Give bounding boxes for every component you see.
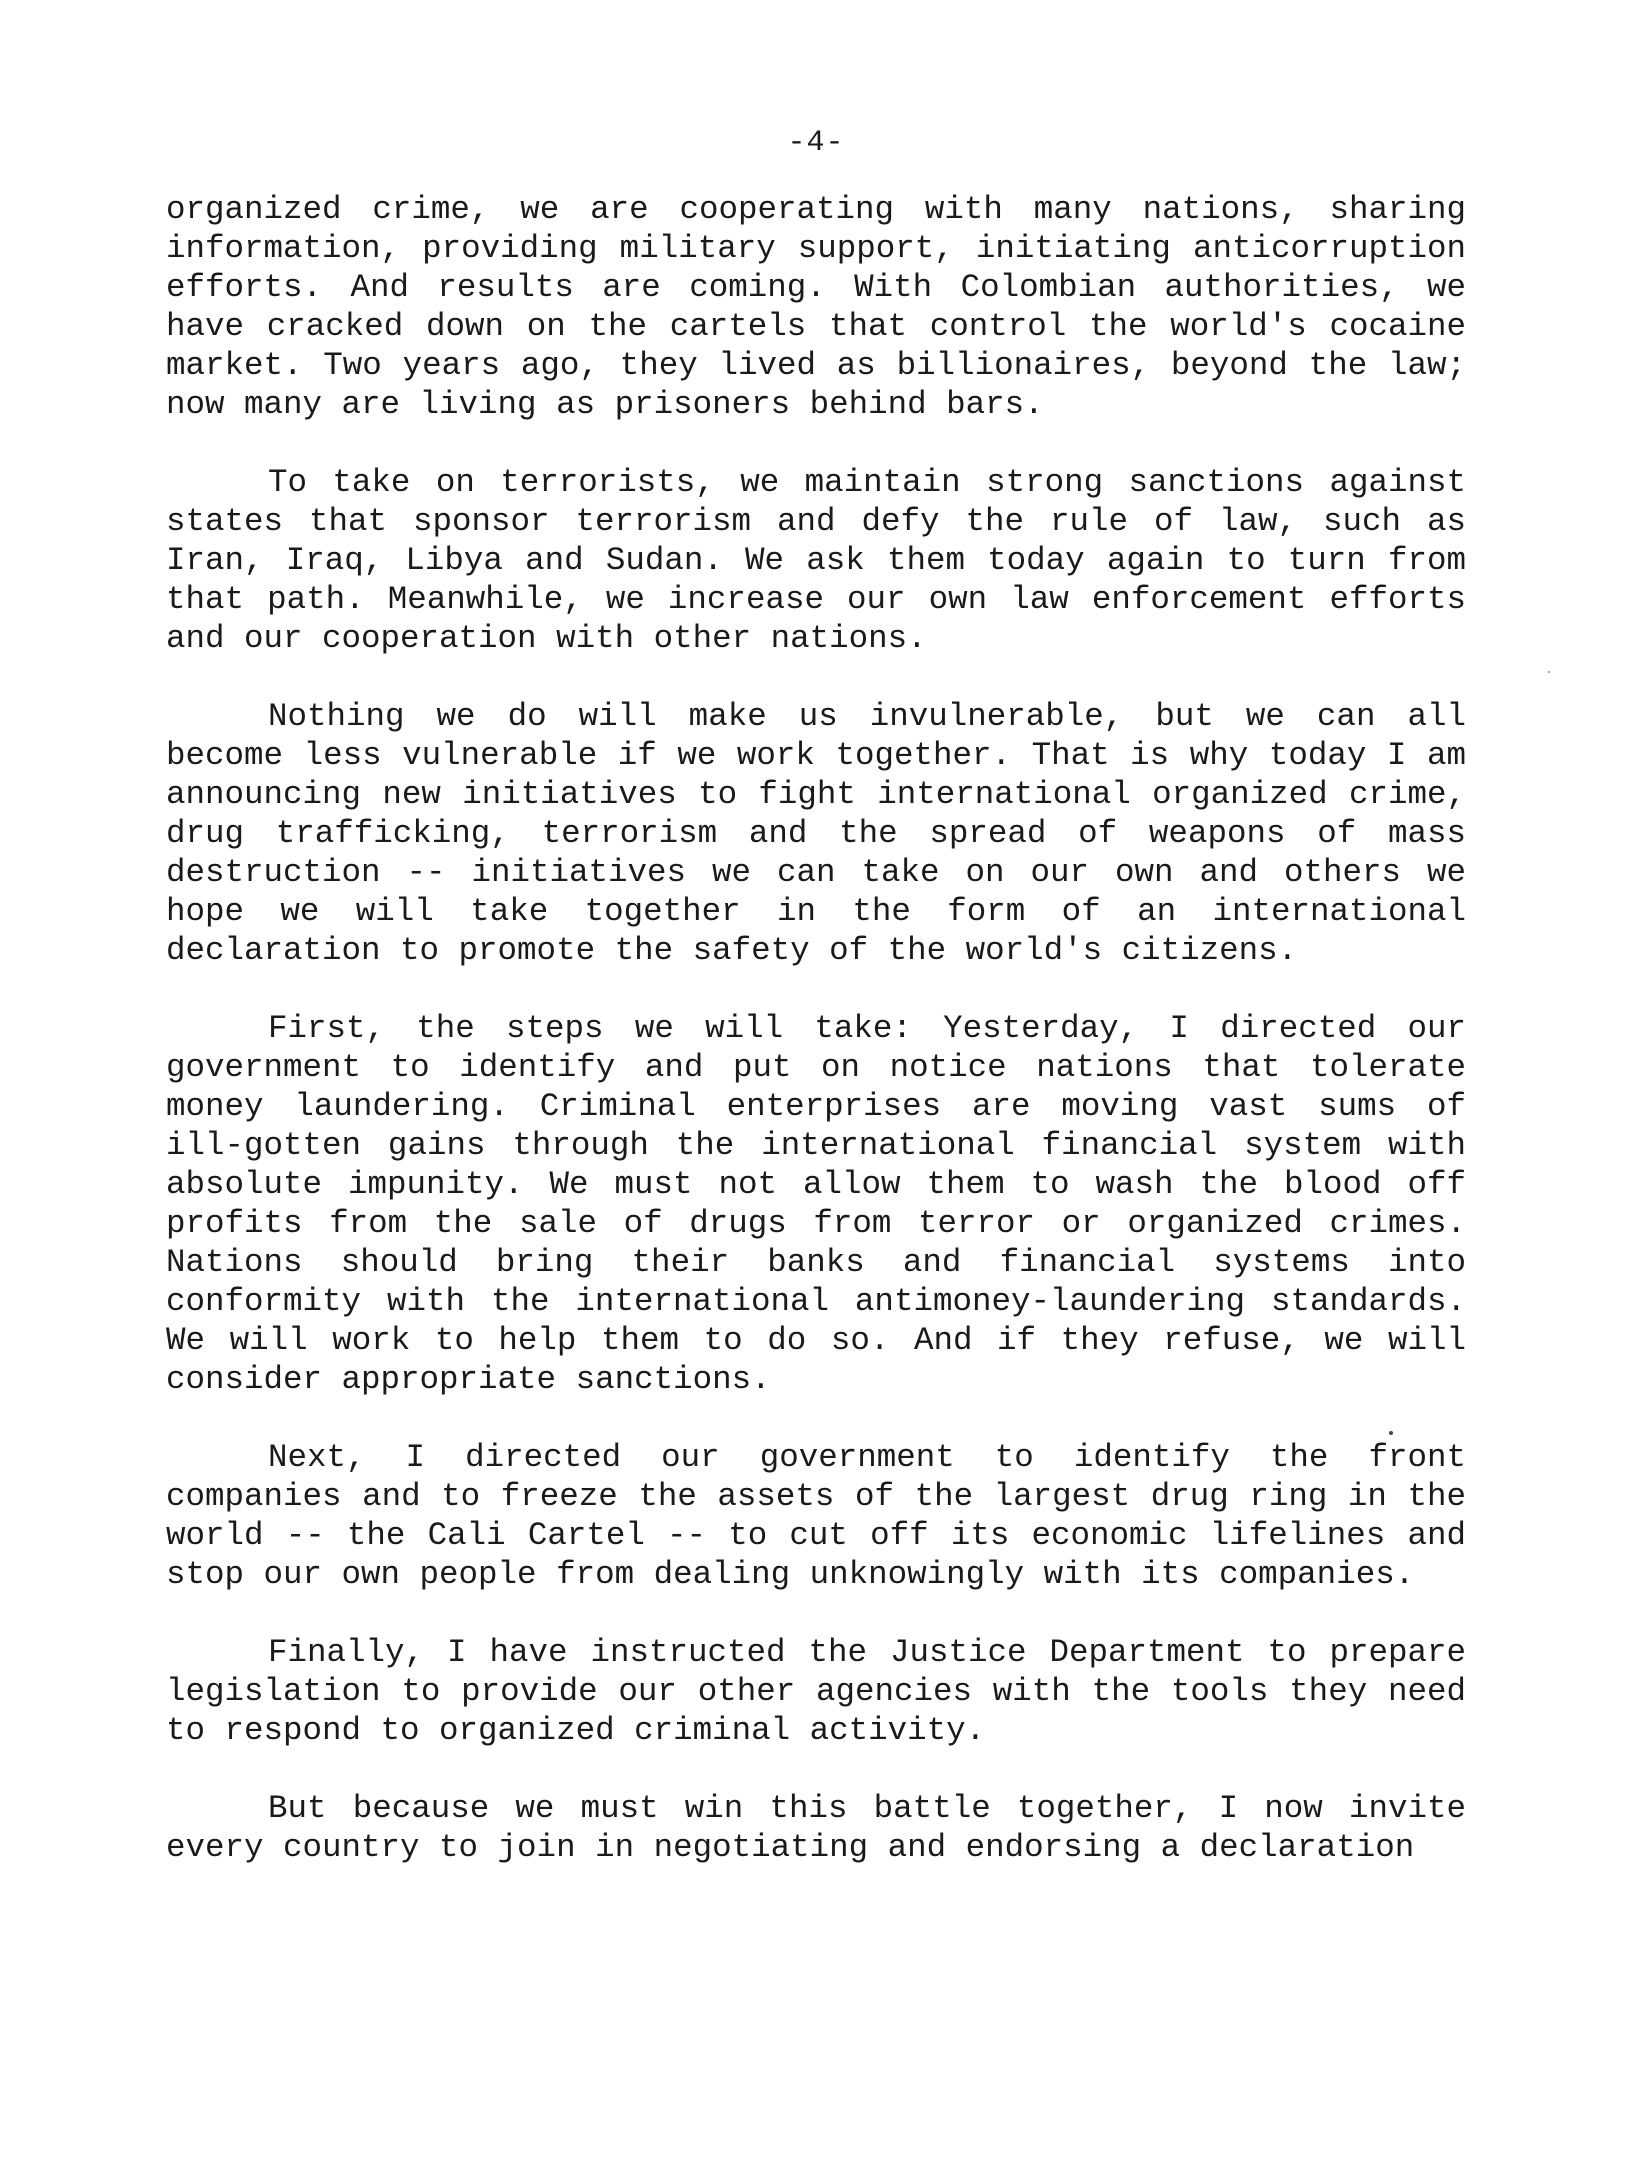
- paragraph-justice-department: Finally, I have instructed the Justice Department to prepare legislation to provide our other agencies with the tools they need to respond to organized criminal activity.: [166, 1634, 1466, 1749]
- paragraph-new-initiatives: Nothing we do will make us invulnerable, but we can all become less vulnerable if we work together. That is why today I am announcing new initiatives to fight international organized crime, drug trafficking, terrorism and the spread of weapons of mass destruction -- initiatives we can take on our own and others we hope we will take together in the form of an international declaration to promote the safety of the world's citizens.: [166, 698, 1466, 969]
- paragraph-continuation: organized crime, we are cooperating with many nations, sharing information, providing military support, initiating anticorruption efforts. And results are coming. With Colombian authorities, we have cracked down on the cartels that control the world's cocaine market. Two years ago, they lived as billionaires, beyond the law; now many are living as prisoners behind bars.: [166, 191, 1466, 423]
- paragraph-declaration: But because we must win this battle together, I now invite every country to join in negotiating and endorsing a declaration: [166, 1790, 1466, 1866]
- page-number: -4-: [787, 126, 845, 160]
- paragraph-money-laundering: First, the steps we will take: Yesterday, I directed our government to identify and put on notice nations that tolerate money laundering. Criminal enterprises are moving vast sums of ill-gotten gains through the international financial system with absolute impunity. We must not allow them to wash the blood off profits from the sale of drugs from terror or organized crimes. Nations should bring their banks and financial systems into conformity with the international antimoney-laundering standards. We will work to help them to do so. And if they refuse, we will consider appropriate sanctions.: [166, 1010, 1466, 1398]
- scan-speck: [1389, 1431, 1393, 1435]
- paragraph-terrorists: To take on terrorists, we maintain strong sanctions against states that sponsor terrorism and defy the rule of law, such as Iran, Iraq, Libya and Sudan. We ask them today again to turn from that path. Meanwhile, we increase our own law enforcement efforts and our cooperation with other nations.: [166, 464, 1466, 657]
- scan-speck: [1548, 671, 1550, 673]
- document-body: [166, 190, 1466, 1906]
- paragraph-cali-cartel: Next, I directed our government to identify the front companies and to freeze the assets of the largest drug ring in the world -- the Cali Cartel -- to cut off its economic lifelines and stop our own people from dealing unknowingly with its companies.: [166, 1439, 1466, 1593]
